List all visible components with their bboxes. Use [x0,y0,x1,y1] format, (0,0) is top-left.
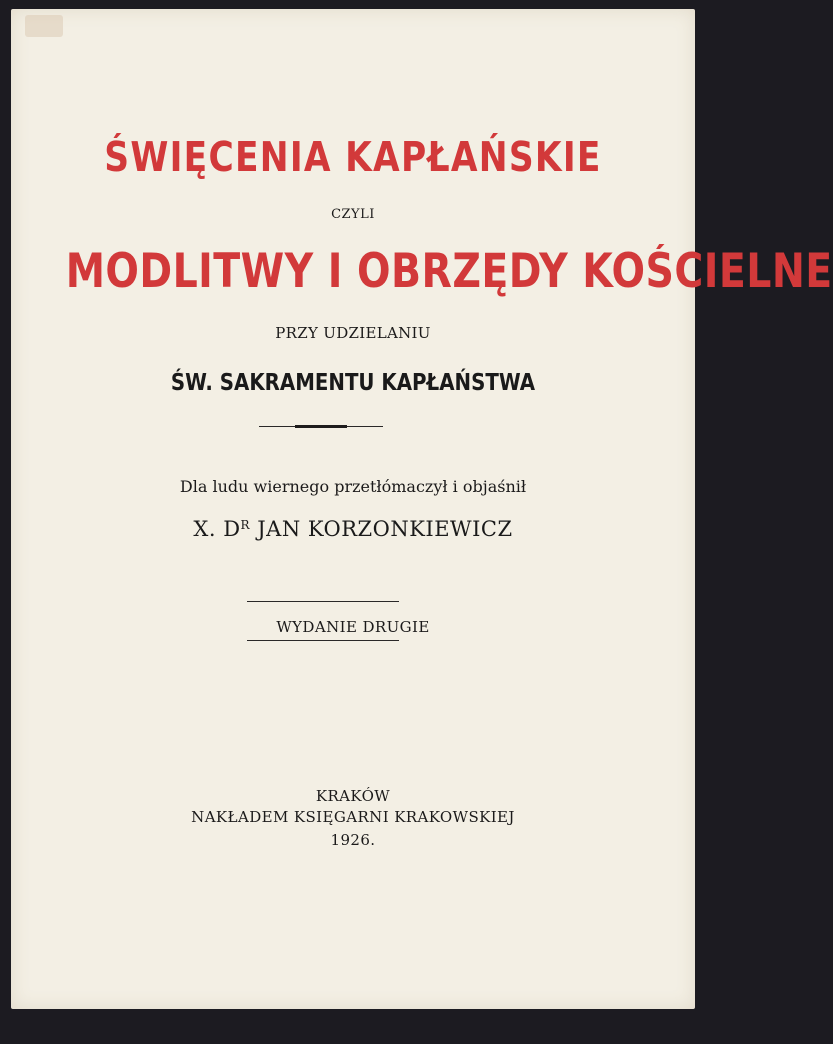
ornamental-rule-center [295,425,347,428]
author-line [11,517,695,541]
title-page [11,9,833,1009]
imprint-publisher: NAKŁADEM KSIĘGARNI KRAKOWSKIEJ [191,808,515,826]
author-prefix: X. D [193,517,241,541]
title-line-2: MODLITWY I OBRZĘDY KOŚCIELNE [65,244,833,299]
subtitle-intro: PRZY UDZIELANIU [275,324,431,342]
imprint-city: KRAKÓW [315,787,391,805]
title-line-1: ŚWIĘCENIA KAPŁAŃSKIE [104,133,602,181]
subtitle-main: ŚW. SAKRAMENTU KAPŁAŃSTWA [170,370,536,396]
author-name: JAN KORZONKIEWICZ [257,517,513,541]
edition-label: WYDANIE DRUGIE [276,618,430,636]
imprint-year: 1926. [330,831,376,849]
translator-note: Dla ludu wiernego przetłómaczył i objaśnił [179,477,527,496]
title-connector: CZYLI [331,207,375,222]
paper-stain [25,15,63,37]
edition-rule-bottom [247,640,399,641]
author-superscript: R [240,518,251,532]
edition-rule-top [247,601,399,602]
